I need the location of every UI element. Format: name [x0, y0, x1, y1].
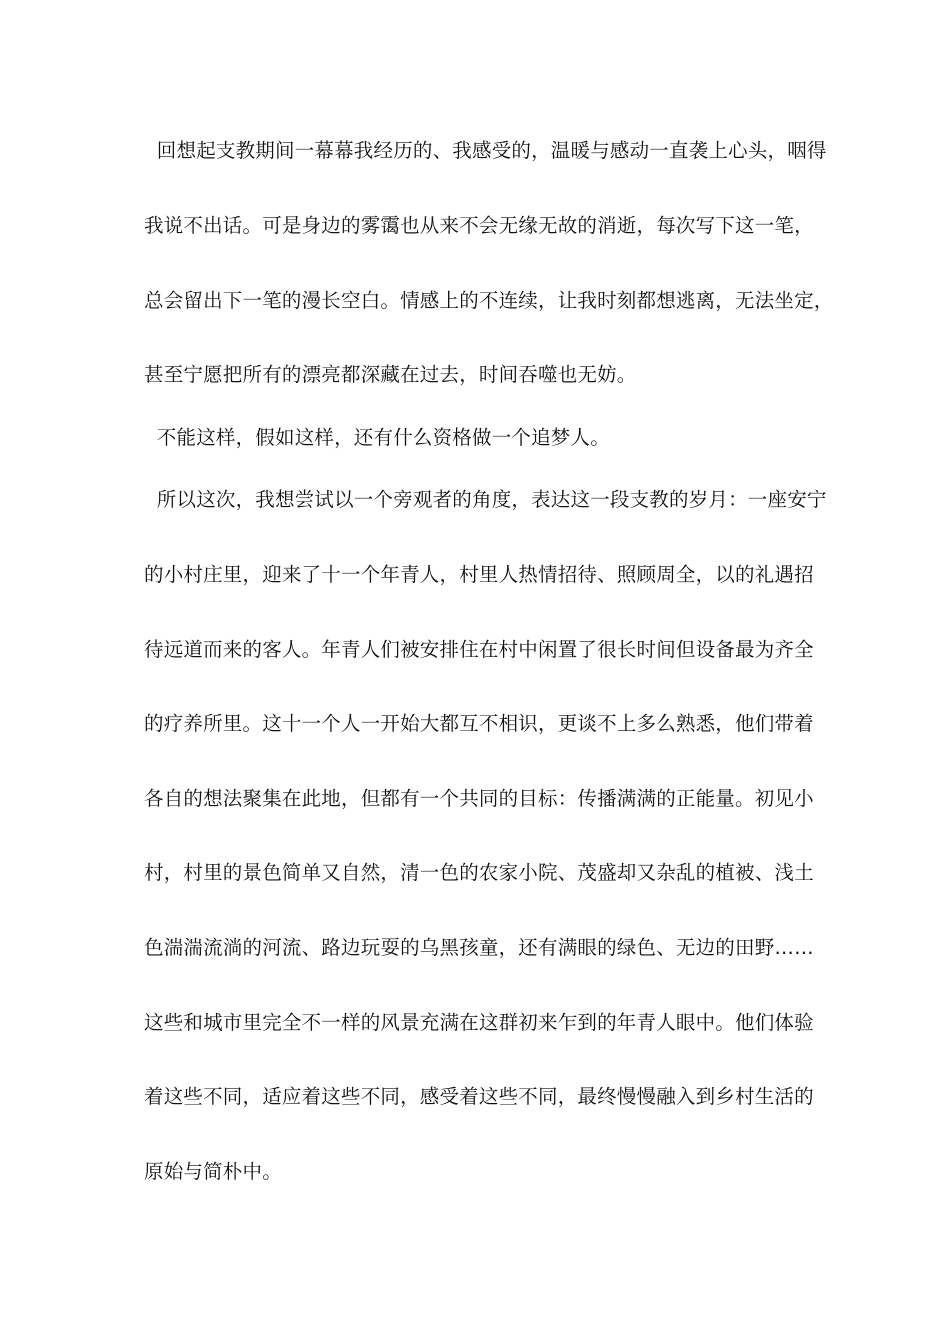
text-line: 原始与简朴中。 [144, 1160, 282, 1183]
text-line: 不能这样，假如这样，还有什么资格做一个追梦人。 [144, 426, 610, 449]
text-line: 我说不出话。可是身边的雾霭也从来不会无缘无故的消逝，每次写下这一笔， [144, 214, 814, 237]
text-line: 甚至宁愿把所有的漂亮都深藏在过去，时间吞噬也无妨。 [144, 363, 637, 386]
text-line: 总会留出下一笔的漫长空白。情感上的不连续，让我时刻都想逃离，无法坐定， [144, 289, 834, 312]
text-line: 各自的想法聚集在此地，但都有一个共同的目标：传播满满的正能量。初见小 [144, 787, 814, 810]
text-line: 的小村庄里，迎来了十一个年青人，村里人热情招待、照顾周全，以的礼遇招 [144, 563, 814, 586]
text-line: 回想起支教期间一幕幕我经历的、我感受的，温暖与感动一直袭上心头，咽得 [144, 139, 827, 162]
text-line: 所以这次，我想尝试以一个旁观者的角度，表达这一段支教的岁月：一座安宁 [144, 488, 827, 511]
text-line: 的疗养所里。这十一个人一开始大都互不相识，更谈不上多么熟悉，他们带着 [144, 712, 814, 735]
text-line: 着这些不同，适应着这些不同，感受着这些不同，最终慢慢融入到乡村生活的 [144, 1085, 814, 1108]
text-line: 村，村里的景色简单又自然，清一色的农家小院、茂盛却又杂乱的植被、浅土 [144, 861, 814, 884]
text-line: 这些和城市里完全不一样的风景充满在这群初来乍到的年青人眼中。他们体验 [144, 1011, 814, 1034]
text-line: 待远道而来的客人。年青人们被安排住在村中闲置了很长时间但设备最为齐全 [144, 638, 814, 661]
text-line: 色湍湍流淌的河流、路边玩耍的乌黑孩童，还有满眼的绿色、无边的田野…… [144, 936, 814, 959]
